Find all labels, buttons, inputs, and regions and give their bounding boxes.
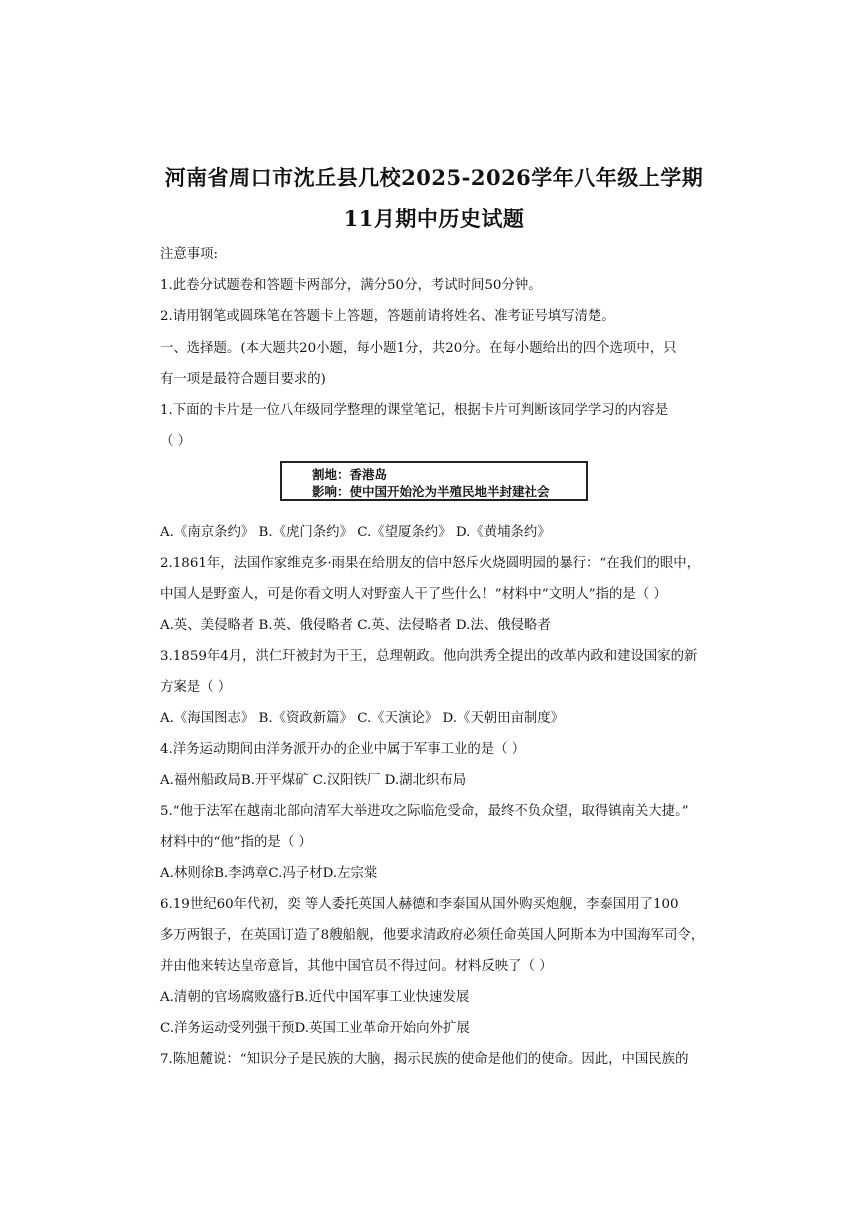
- question-3-options: A.《海国图志》 B.《资政新篇》 C.《天演论》 D.《天朝田亩制度》: [160, 711, 565, 726]
- note-card-line-1: 割地：香港岛: [312, 467, 388, 482]
- question-1-options: A.《南京条约》 B.《虎门条约》 C.《望厦条约》 D.《黄埔条约》: [160, 525, 551, 540]
- question-5-stem: 5.“他于法军在越南北部向清军大举进攻之际临危受命，最终不负众望，取得镇南关大捷。”: [160, 804, 689, 819]
- question-6-stem-cont-2: 并由他来转达皇帝意旨，其他中国官员不得过问。材料反映了（ ）: [160, 959, 553, 974]
- question-2-stem: 2.1861年，法国作家维克多·雨果在给朋友的信中怒斥火烧圆明园的暴行：“在我们的眼中，: [160, 556, 701, 571]
- question-3-stem: 3.1859年4月，洪仁玕被封为干王，总理朝政。他向洪秀全提出的改革内政和建设国家的新: [160, 649, 698, 664]
- question-6-stem: 6.19世纪60年代初，奕 等人委托英国人赫德和李泰国从国外购买炮舰，李泰国用了100: [160, 897, 679, 912]
- question-4-stem: 4.洋务运动期间由洋务派开办的企业中属于军事工业的是（ ）: [160, 742, 526, 757]
- question-6-options-ab: A.清朝的官场腐败盛行B.近代中国军事工业快速发展: [160, 990, 470, 1005]
- question-1-stem: 1.下面的卡片是一位八年级同学整理的课堂笔记，根据卡片可判断该同学学习的内容是: [160, 403, 669, 418]
- question-2-stem-cont: 中国人是野蛮人，可是你看文明人对野蛮人干了些什么！”材料中“文明人”指的是（ ）: [160, 587, 667, 602]
- question-6-stem-cont-1: 多万两银子，在英国订造了8艘船舰，他要求清政府必须任命英国人阿斯本为中国海军司令，: [160, 928, 705, 943]
- question-5-options: A.林则徐B.李鸿章C.冯子材D.左宗棠: [160, 866, 378, 881]
- question-5-stem-cont: 材料中的“他”指的是（ ）: [160, 835, 312, 850]
- notice-heading: 注意事项:: [160, 247, 219, 262]
- question-4-options: A.福州船政局B.开平煤矿 C.汉阳铁厂 D.湖北织布局: [160, 773, 467, 788]
- question-2-options: A.英、美侵略者 B.英、俄侵略者 C.英、法侵略者 D.法、俄侵略者: [160, 618, 551, 633]
- question-6-options-cd: C.洋务运动受列强干预D.英国工业革命开始向外扩展: [160, 1021, 470, 1036]
- section-1-instructions: 一、选择题。(本大题共20小题，每小题1分，共20分。在每小题给出的四个选项中，只: [160, 341, 677, 356]
- exam-title-line1: 河南省周口市沈丘县几校2025-2026学年八年级上学期: [164, 165, 704, 190]
- question-7-stem: 7.陈旭麓说：“知识分子是民族的大脑，揭示民族的使命是他们的使命。因此，中国民族的: [160, 1052, 689, 1067]
- note-card-line-2: 影响：使中国开始沦为半殖民地半封建社会: [312, 484, 550, 499]
- question-1-blank: （ ）: [160, 434, 192, 449]
- question-1-note-card: [280, 461, 588, 501]
- exam-title-line2: 11月期中历史试题: [343, 206, 525, 231]
- question-3-stem-cont: 方案是（ ）: [160, 680, 232, 695]
- section-1-instructions-cont: 有一项是最符合题目要求的): [160, 372, 326, 387]
- notice-item-2: 2.请用钢笔或圆珠笔在答题卡上答题，答题前请将姓名、准考证号填写清楚。: [160, 309, 615, 324]
- notice-item-1: 1.此卷分试题卷和答题卡两部分，满分50分，考试时间50分钟。: [160, 278, 542, 293]
